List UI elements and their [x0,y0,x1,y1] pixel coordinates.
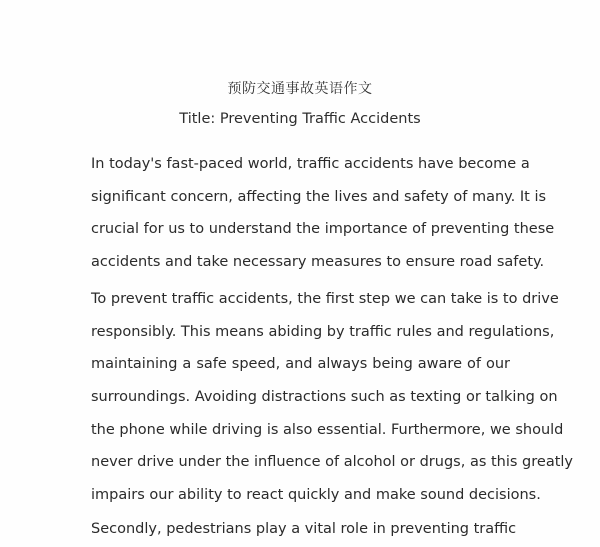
paragraph-pedestrians [91,513,517,546]
paragraph-drive-responsibly [91,283,574,512]
paragraph-line: crucial for us to understand the importance of preventing these [91,221,555,238]
paragraph-line: impairs our ability to react quickly and make sound decisions. [91,487,541,504]
chinese-title: 预防交通事故英语作文 [227,81,373,97]
paragraph-line: To prevent traffic accidents, the first step we can take is to drive [91,291,559,307]
paragraph-line: the phone while driving is also essential. Furthermore, we should [91,421,564,438]
english-title: Title: Preventing Traffic Accidents [179,111,421,127]
paragraph-line: significant concern, affecting the lives and safety of many. It is [91,188,547,205]
paragraph-line: maintaining a safe speed, and always being aware of our [91,356,510,373]
paragraph-line: In today's fast-paced world, traffic accidents have become a [91,156,530,172]
paragraph-line: accidents and take necessary measures to ensure road safety. [91,254,545,271]
paragraph-line: responsibly. This means abiding by traffic rules and regulations, [91,323,555,340]
paragraph-line: Secondly, pedestrians play a vital role in preventing traffic [91,521,517,537]
paragraph-line: surroundings. Avoiding distractions such as texting or talking on [91,389,558,406]
paragraph-intro [91,148,555,279]
paragraph-line: never drive under the influence of alcohol or drugs, as this greatly [91,454,574,471]
